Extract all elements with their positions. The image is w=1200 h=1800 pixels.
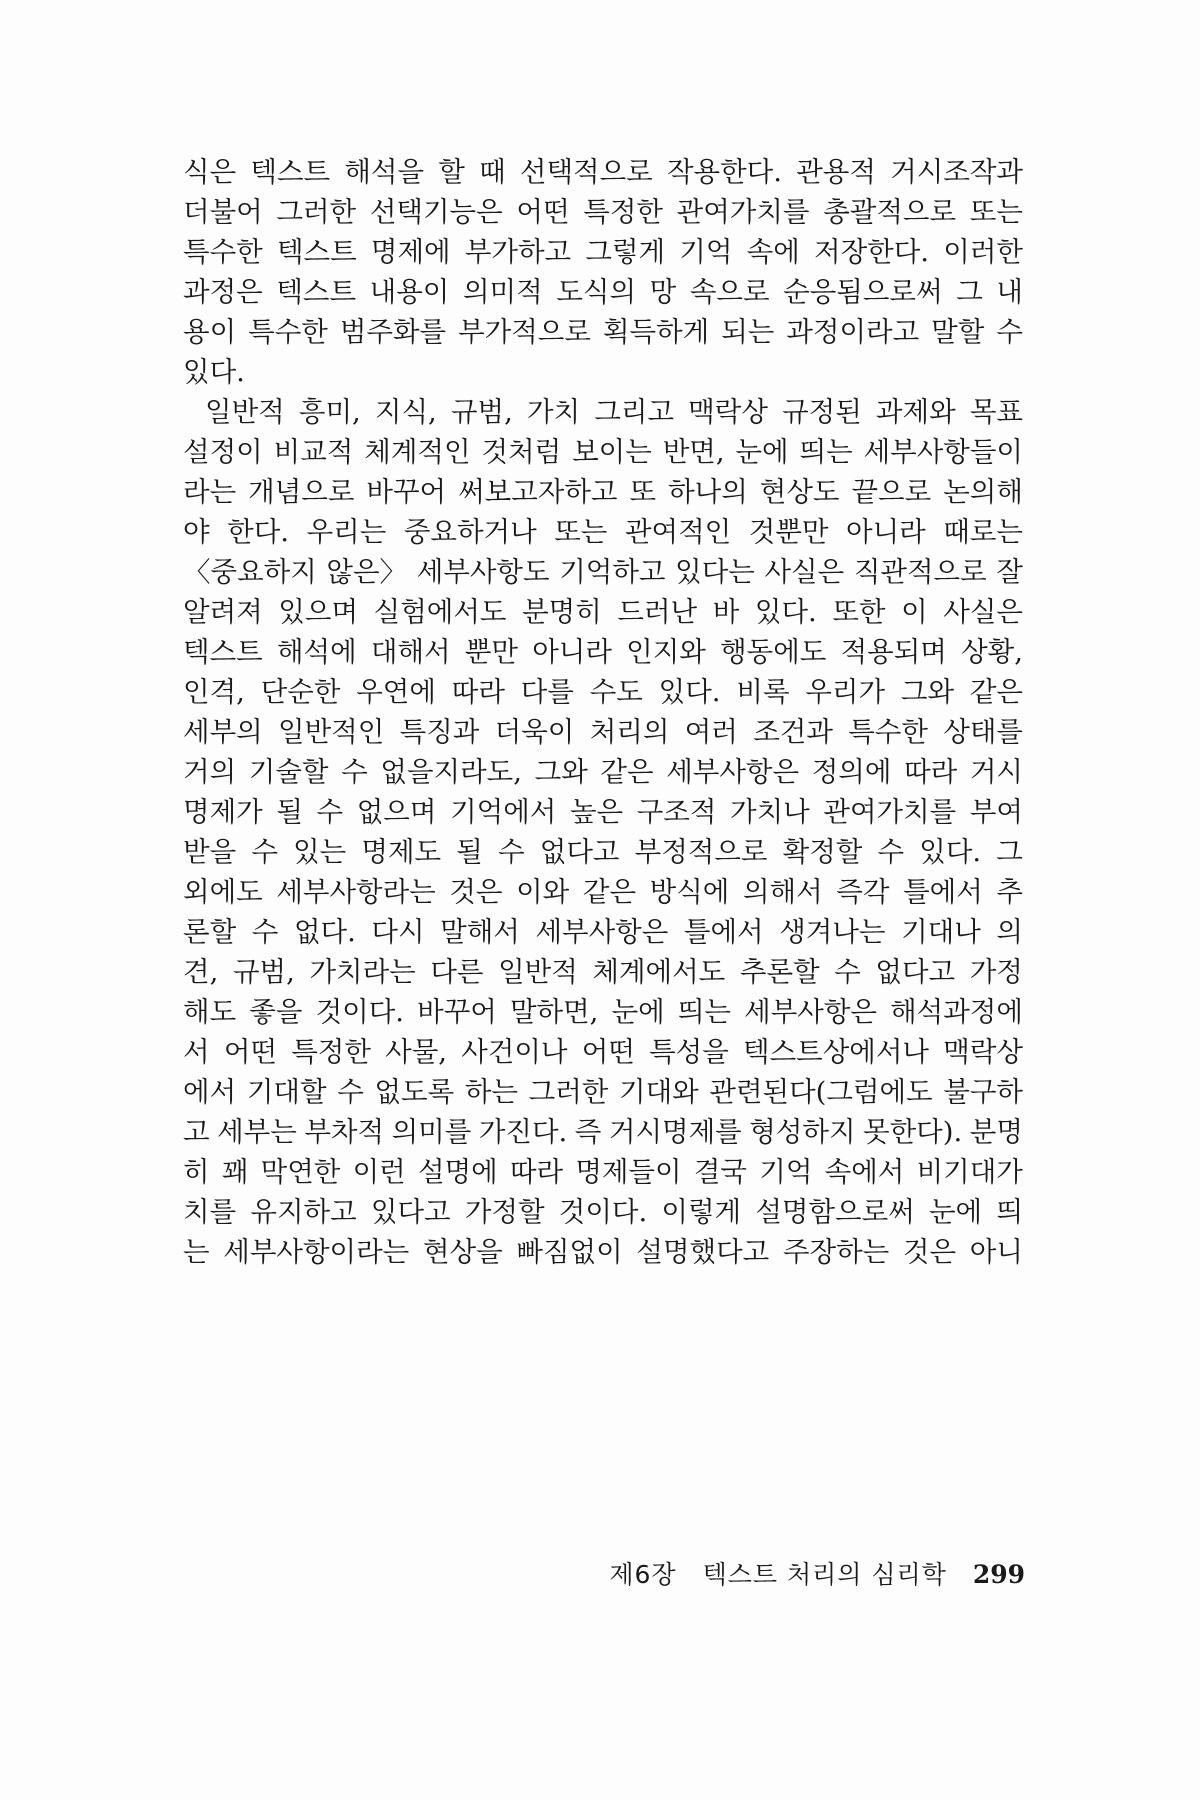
- word: 형성하지: [749, 1116, 856, 1148]
- word: 망: [649, 276, 677, 308]
- word: 외에도: [183, 876, 263, 908]
- word: 따라: [904, 756, 958, 788]
- word: 가치나: [730, 796, 810, 828]
- text-line: [183, 992, 1023, 1032]
- text-line: [183, 232, 1023, 272]
- word: 기억: [679, 236, 733, 268]
- word: 수: [251, 836, 278, 868]
- word: 이러한: [943, 236, 1023, 268]
- word: 현상도: [759, 476, 840, 508]
- word: 알려져: [183, 596, 263, 628]
- word: 체계적인: [364, 436, 471, 468]
- word: 기대나: [901, 916, 981, 948]
- text-line: [183, 672, 1023, 712]
- word: 특징과: [399, 716, 480, 748]
- word: 대해서: [370, 636, 451, 668]
- word: 규정된: [782, 396, 862, 428]
- word: 이: [901, 596, 928, 628]
- text-line: 있다.: [183, 356, 245, 388]
- word: 설명했다고: [636, 1236, 770, 1268]
- word: 때: [479, 156, 506, 188]
- word: 가정할: [464, 1196, 545, 1228]
- word: 막연한: [260, 1156, 341, 1188]
- word: 상황,: [961, 636, 1023, 668]
- word: 식은: [183, 156, 237, 188]
- word: 맥락상: [688, 396, 768, 428]
- word: 수: [877, 836, 905, 868]
- word: 의미를: [391, 1116, 472, 1148]
- word: 가진다.: [478, 1116, 568, 1148]
- page-number: 299: [972, 1560, 1025, 1589]
- word: 설명에: [418, 1156, 498, 1188]
- word: 일반적: [498, 956, 578, 988]
- word: 의: [996, 916, 1023, 948]
- word: 순응됨으로써: [783, 276, 943, 308]
- word: 있으며: [278, 596, 359, 628]
- word: 않은〉: [326, 556, 408, 588]
- word: 추론할: [739, 956, 820, 988]
- word: 논의해: [943, 476, 1023, 508]
- body-text: [183, 152, 1023, 1272]
- word: 견,: [183, 956, 219, 988]
- word: 관여가치를: [676, 196, 810, 228]
- word: 보이는: [572, 436, 652, 468]
- word: 바꾸어: [417, 996, 497, 1028]
- word: 가정: [969, 956, 1023, 988]
- word: 텍스트: [183, 636, 263, 668]
- word: 분명히: [522, 596, 602, 628]
- word: 속에서: [824, 1156, 905, 1188]
- word: 것처럼: [481, 436, 562, 468]
- word: 관용적: [796, 156, 876, 188]
- word: 비록: [736, 676, 790, 708]
- word: 때로는: [943, 516, 1023, 548]
- word: 야: [183, 516, 210, 548]
- word: 또는: [554, 516, 608, 548]
- word: 것이다.: [558, 1196, 648, 1228]
- word: 인지와: [626, 636, 706, 668]
- text-line: [183, 1152, 1023, 1192]
- word: 거의: [183, 756, 237, 788]
- word: 따라: [451, 676, 505, 708]
- word: 맥락상: [943, 1036, 1023, 1068]
- word: 에서: [183, 1076, 237, 1108]
- word: 텍스트: [250, 156, 331, 188]
- word: 빠짐없이: [516, 1236, 623, 1268]
- word: 흥미,: [298, 396, 361, 428]
- word: 눈에: [735, 436, 789, 468]
- word: 결국: [693, 1156, 747, 1188]
- word: 세부사항도: [416, 556, 550, 588]
- word: 따라: [509, 1156, 564, 1188]
- word: 드러난: [617, 596, 698, 628]
- word: 규범,: [232, 956, 295, 988]
- text-line: [183, 512, 1023, 552]
- text-line: [183, 592, 1023, 632]
- word: 선택기능은: [369, 196, 503, 228]
- text-line: [183, 192, 1023, 232]
- word: 행동에도: [720, 636, 827, 668]
- word: 또: [629, 476, 657, 508]
- text-line: [183, 392, 1023, 432]
- word: 그와: [900, 676, 955, 708]
- word: 목표: [969, 396, 1023, 428]
- word: 세부사항은: [535, 916, 669, 948]
- word: 수: [316, 796, 344, 828]
- word: 사실은: [764, 556, 845, 588]
- word: 관여적인: [624, 516, 732, 548]
- word: 정의에: [811, 756, 892, 788]
- word: 일반적: [205, 396, 285, 428]
- word: 과정이라고: [786, 316, 920, 348]
- word: 잘: [996, 556, 1023, 588]
- word: 할: [438, 156, 465, 188]
- word: 거시명제를: [608, 1116, 742, 1148]
- word: 한다.: [227, 516, 290, 548]
- footer-title: 텍스트 처리의 심리학: [702, 1560, 947, 1589]
- word: 특수한: [183, 236, 263, 268]
- word: 즉: [574, 1116, 602, 1148]
- word: 그와: [534, 756, 588, 788]
- word: 수: [251, 916, 279, 948]
- word: 도식의: [556, 276, 637, 308]
- word: 세부사항은: [744, 996, 877, 1028]
- text-line: [183, 552, 1023, 592]
- word: 텍스트: [276, 276, 357, 308]
- word: 내용이: [369, 276, 450, 308]
- text-line: [183, 1192, 1023, 1232]
- word: 것뿐만: [748, 516, 829, 548]
- text-line: [183, 712, 1023, 752]
- word: 말하면,: [509, 996, 599, 1028]
- word: 바꾸어: [366, 476, 447, 508]
- word: 유지하고: [250, 1196, 357, 1228]
- word: 지식,: [374, 396, 437, 428]
- word: 더욱이: [494, 716, 575, 748]
- text-line: [183, 152, 1023, 192]
- word: 꽤: [221, 1156, 249, 1188]
- word: 확정할: [782, 836, 863, 868]
- word: 수: [341, 756, 368, 788]
- word: 없다고: [875, 956, 956, 988]
- word: 것은: [449, 876, 503, 908]
- word: 띄: [996, 1196, 1023, 1228]
- word: 수: [498, 836, 525, 868]
- word: 속에: [746, 236, 800, 268]
- word: 어떤: [516, 196, 570, 228]
- word: 명제도: [361, 836, 442, 868]
- word: 거시: [969, 756, 1023, 788]
- word: 세부의: [183, 716, 263, 748]
- word: 못한다).: [863, 1116, 963, 1148]
- word: 있다.: [658, 676, 721, 708]
- word: 부정적으로: [634, 836, 768, 868]
- word: 해석에: [276, 636, 357, 668]
- word: 세부사항들이: [863, 436, 1023, 468]
- word: 규범,: [450, 396, 513, 428]
- word: 눈에: [611, 996, 665, 1028]
- word: 띄는: [677, 996, 731, 1028]
- word: 틀에서: [903, 876, 983, 908]
- word: 상태를: [943, 716, 1023, 748]
- word: 획득하게: [602, 316, 710, 348]
- word: 선택적으로: [519, 156, 653, 188]
- word: 다시: [371, 916, 425, 948]
- word: 그렇게: [585, 236, 666, 268]
- word: 과제와: [875, 396, 956, 428]
- text-line: [183, 752, 1023, 792]
- word: 고: [183, 1116, 210, 1148]
- word: 저장한다.: [814, 236, 930, 268]
- word: 사건이나: [461, 1036, 568, 1068]
- word: 주장하는: [782, 1236, 890, 1268]
- word: 그리고: [594, 396, 675, 428]
- word: 해도: [183, 996, 237, 1028]
- text-line: [183, 312, 1023, 352]
- word: 현상을: [422, 1236, 503, 1268]
- word: 사물,: [385, 1036, 447, 1068]
- word: 세부사항라는: [276, 876, 436, 908]
- word: 사실은: [943, 596, 1023, 628]
- word: 구조적: [636, 796, 717, 828]
- word: 수: [996, 316, 1023, 348]
- word: 특성을: [649, 1036, 729, 1068]
- word: 직관적으로: [853, 556, 987, 588]
- word: 수: [834, 956, 861, 988]
- word: 관여가치를: [823, 796, 957, 828]
- word: 내: [996, 276, 1023, 308]
- word: 우리가: [805, 676, 886, 708]
- word: 과정은: [183, 276, 263, 308]
- word: 없도록: [374, 1076, 455, 1108]
- word: 서: [183, 1036, 210, 1068]
- text-line: [183, 1072, 1023, 1112]
- word: 아니라: [532, 636, 612, 668]
- word: 말할: [931, 316, 985, 348]
- word: 중요하거나: [403, 516, 537, 548]
- word: 부가하고: [464, 236, 572, 268]
- word: 텍스트: [276, 236, 357, 268]
- word: 단순한: [260, 676, 341, 708]
- word: 조건과: [753, 716, 833, 748]
- word: 론할: [183, 916, 237, 948]
- word: 이와: [516, 876, 570, 908]
- word: 더불어: [183, 196, 263, 228]
- word: 것이다.: [315, 996, 404, 1028]
- word: 하는: [464, 1076, 518, 1108]
- word: 없을지라도,: [380, 756, 522, 788]
- word: 아니: [969, 1236, 1023, 1268]
- word: 세부사항은: [666, 756, 800, 788]
- text-line: [183, 912, 1023, 952]
- text-line: [183, 872, 1023, 912]
- word: 없다고: [539, 836, 620, 868]
- text-line: [183, 1232, 1023, 1272]
- word: 기대할: [246, 1076, 327, 1108]
- word: 가치라는: [309, 956, 416, 988]
- word: 해석을: [344, 156, 425, 188]
- word: 인격,: [183, 676, 245, 708]
- word: 개념으로: [248, 476, 355, 508]
- word: 그: [996, 836, 1023, 868]
- word: 눈에: [928, 1196, 983, 1228]
- word: 실험에서도: [373, 596, 507, 628]
- word: 같은: [582, 876, 637, 908]
- text-line: [183, 792, 1023, 832]
- word: 총괄적으로: [823, 196, 957, 228]
- word: 이런: [352, 1156, 406, 1188]
- word: 명제에: [370, 236, 451, 268]
- word: 방식에: [649, 876, 730, 908]
- word: 있는: [293, 836, 347, 868]
- word: 비기대가: [916, 1156, 1023, 1188]
- word: 라는: [183, 476, 237, 508]
- word: 것은: [902, 1236, 957, 1268]
- word: 기술할: [248, 756, 329, 788]
- word: 없으며: [356, 796, 437, 828]
- word: 의미적: [462, 276, 543, 308]
- word: 텍스트상에서나: [743, 1036, 930, 1068]
- word: 범주화를: [339, 316, 447, 348]
- word: 우리는: [306, 516, 387, 548]
- word: 반면,: [662, 436, 725, 468]
- word: 좋을: [249, 996, 303, 1028]
- word: 명제가: [183, 796, 263, 828]
- word: 같은: [969, 676, 1023, 708]
- word: 써보고자하고: [458, 476, 618, 508]
- word: 그러한: [276, 196, 357, 228]
- word: 체계에서도: [592, 956, 726, 988]
- word: 기억에서: [450, 796, 557, 828]
- word: 이렇게: [661, 1196, 742, 1228]
- word: 또한: [832, 596, 886, 628]
- word: 여러: [684, 716, 738, 748]
- text-line: [183, 952, 1023, 992]
- word: 말해서: [440, 916, 520, 948]
- word: 끝으로: [851, 476, 932, 508]
- text-line: [183, 472, 1023, 512]
- word: 그: [956, 276, 983, 308]
- text-line: [183, 832, 1023, 872]
- word: 설정이: [183, 436, 263, 468]
- word: 특정한: [291, 1036, 371, 1068]
- word: 일반적인: [278, 716, 385, 748]
- word: 〈중요하지: [183, 556, 317, 588]
- word: 분명: [969, 1116, 1023, 1148]
- word: 세부사항이라는: [223, 1236, 410, 1268]
- word: 하나의: [668, 476, 748, 508]
- word: 가치: [527, 396, 581, 428]
- word: 생겨나는: [779, 916, 886, 948]
- word: 또는: [969, 196, 1023, 228]
- word: 비교적: [273, 436, 354, 468]
- word: 있다.: [919, 836, 982, 868]
- text-line: [183, 432, 1023, 472]
- text-line: [183, 1032, 1023, 1072]
- word: 치를: [183, 1196, 237, 1228]
- word: 될: [276, 796, 303, 828]
- word: 수도: [589, 676, 643, 708]
- text-line: [183, 272, 1023, 312]
- word: 적용되며: [840, 636, 947, 668]
- word: 속으로: [689, 276, 770, 308]
- word: 히: [183, 1156, 210, 1188]
- word: 뿐만: [464, 636, 518, 668]
- word: 될: [456, 836, 483, 868]
- word: 즉각: [836, 876, 890, 908]
- word: 는: [183, 1236, 210, 1268]
- word: 작용한다.: [666, 156, 782, 188]
- word: 의해서: [742, 876, 823, 908]
- word: 기억하고: [559, 556, 666, 588]
- running-footer: [585, 1555, 1025, 1591]
- word: 부차적: [304, 1116, 385, 1148]
- word: 높은: [569, 796, 624, 828]
- word: 해석과정에: [890, 996, 1023, 1028]
- word: 특정한: [583, 196, 663, 228]
- word: 기대와: [619, 1076, 699, 1108]
- word: 우연에: [356, 676, 436, 708]
- word: 있다.: [754, 596, 817, 628]
- word: 어떤: [581, 1036, 635, 1068]
- word: 세부는: [217, 1116, 297, 1148]
- word: 다를: [520, 676, 574, 708]
- word: 용이: [183, 316, 237, 348]
- word: 수: [337, 1076, 364, 1108]
- word: 같은: [600, 756, 654, 788]
- word: 그러한: [528, 1076, 609, 1108]
- word: 기억: [759, 1156, 813, 1188]
- word: 부여: [969, 796, 1023, 828]
- text-line: [183, 632, 1023, 672]
- word: 있다고: [370, 1196, 451, 1228]
- text-line: [183, 1112, 1023, 1152]
- word: 거시조작과: [890, 156, 1023, 188]
- word: 바: [712, 596, 740, 628]
- word: 불구하: [943, 1076, 1023, 1108]
- word: 있다는: [675, 556, 755, 588]
- word: 받을: [183, 836, 237, 868]
- word: 아니라: [846, 516, 926, 548]
- word: 명제들이: [575, 1156, 682, 1188]
- word: 관련된다(그럼에도: [709, 1076, 933, 1108]
- word: 추: [996, 876, 1023, 908]
- word: 띄는: [799, 436, 853, 468]
- word: 어떤: [223, 1036, 277, 1068]
- word: 다른: [430, 956, 484, 988]
- word: 특수한: [248, 316, 328, 348]
- word: 특수한: [848, 716, 928, 748]
- footer-chapter: 제6장: [609, 1560, 677, 1589]
- word: 부가적으로: [458, 316, 591, 348]
- word: 틀에서: [683, 916, 764, 948]
- word: 되는: [721, 316, 775, 348]
- word: 없다.: [293, 916, 356, 948]
- word: 설명함으로써: [755, 1196, 915, 1228]
- word: 처리의: [589, 716, 670, 748]
